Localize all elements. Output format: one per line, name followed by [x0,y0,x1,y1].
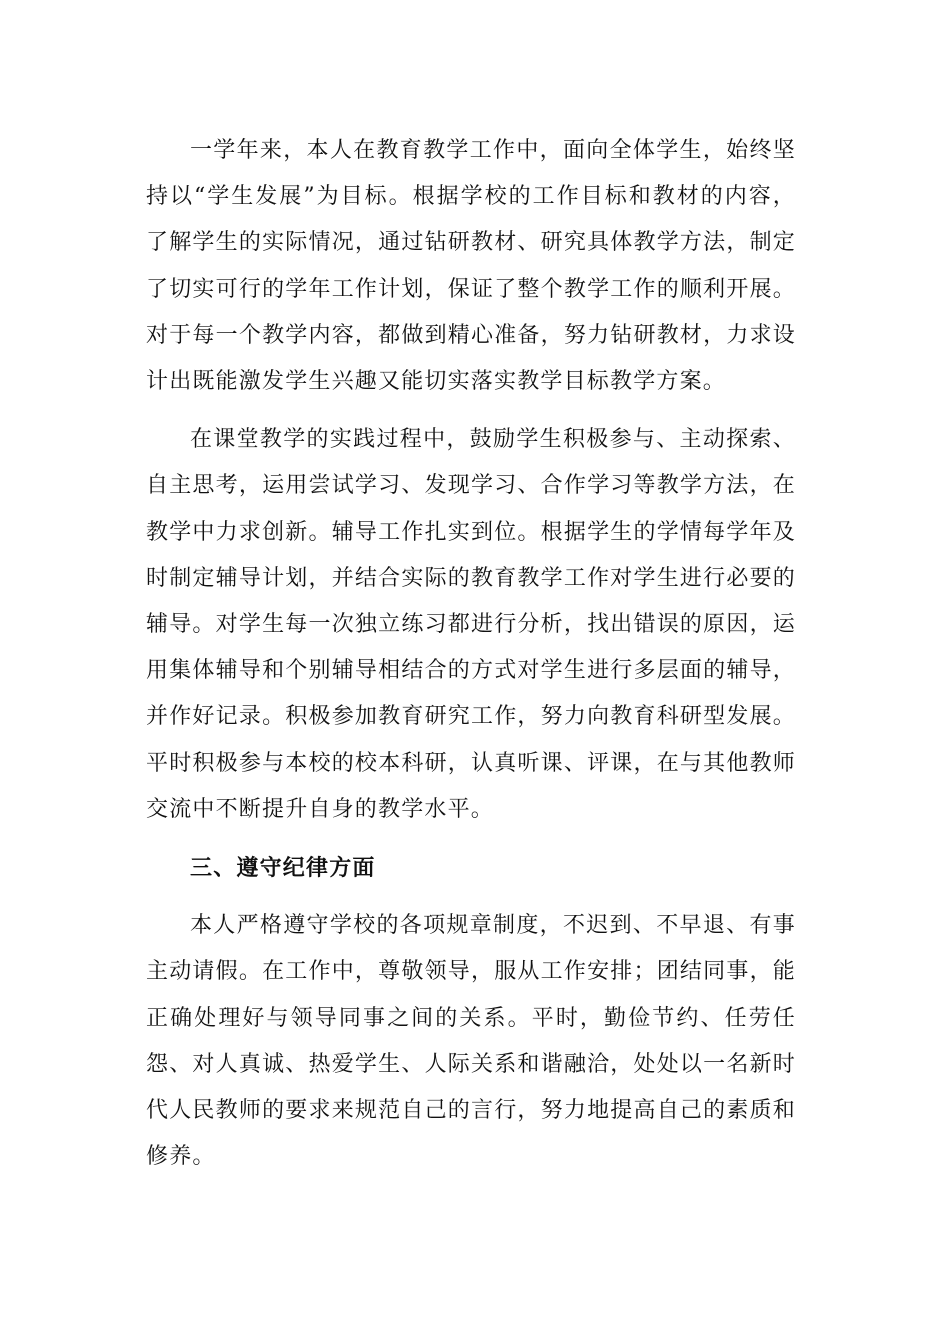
paragraph-discipline: 本人严格遵守学校的各项规章制度，不迟到、不早退、有事主动请假。在工作中，尊敬领导，服从工作安排；团结同事，能正确处理好与领导同事之间的关系。平时，勤俭节约、任劳任怨、对人真诚、热爱学生、人际关系和谐融洽，处处以一名新时代人民教师的要求来规范自己的言行，努力地提高自己的素质和修养。 [146,913,796,1170]
paragraph-teaching-goals: 一学年来，本人在教育教学工作中，面向全体学生，始终坚持以“学生发展”为目标。根据学校的工作目标和教材的内容，了解学生的实际情况，通过钻研教材、研究具体教学方法，制定了切实可行的学年工作计划，保证了整个教学工作的顺利开展。对于每一个教学内容，都做到精心准备，努力钻研教材，力求设计出既能激发学生兴趣又能切实落实教学目标教学方案。 [146,138,796,395]
document-body [146,128,796,1192]
paragraph-classroom-practice: 在课堂教学的实践过程中，鼓励学生积极参与、主动探索、自主思考，运用尝试学习、发现学习、合作学习等教学方法，在教学中力求创新。辅导工作扎实到位。根据学生的学情每学年及时制定辅导计划，并结合实际的教育教学工作对学生进行必要的辅导。对学生每一次独立练习都进行分析，找出错误的原因，运用集体辅导和个别辅导相结合的方式对学生进行多层面的辅导，并作好记录。积极参加教育研究工作，努力向教育科研型发展。平时积极参与本校的校本科研，认真听课、评课，在与其他教师交流中不断提升自身的教学水平。 [146,427,796,822]
section-heading-discipline: 三、遵守纪律方面 [190,855,376,882]
